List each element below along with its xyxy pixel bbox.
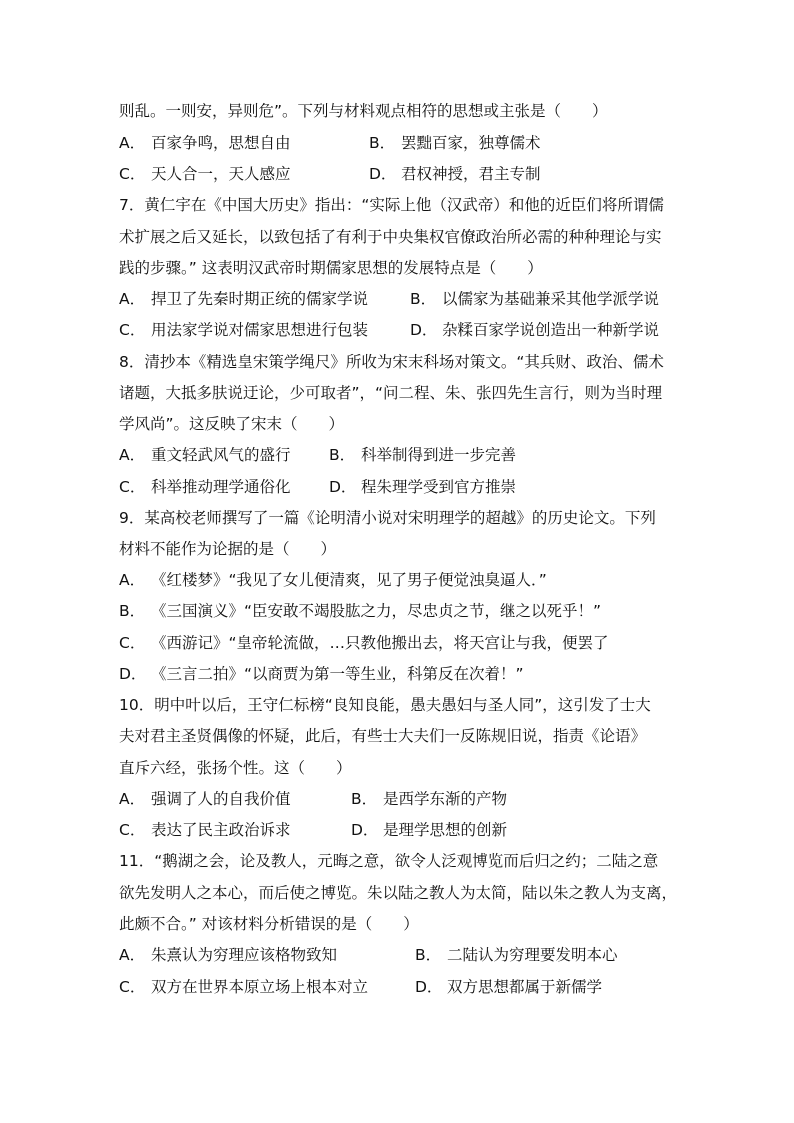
q10-option-b: B． 是西学东渐的产物: [351, 790, 508, 808]
q8-option-a: A． 重文轻武风气的盛行: [119, 446, 291, 464]
q6-option-c: C． 天人合一，天人感应: [119, 165, 291, 183]
q10-stem-line: 10．明中叶以后，王守仁标榜“良知良能，愚夫愚妇与圣人同”，这引发了士大: [119, 696, 651, 714]
q8-option-d: D． 程朱理学受到官方推崇: [329, 478, 517, 496]
q7-stem-line: 7．黄仁宇在《中国大历史》指出：“实际上他（汉武帝）和他的近臣们将所谓儒: [119, 196, 664, 214]
q10-option-d: D． 是理学思想的创新: [351, 821, 508, 839]
q11-stem-line: 此颇不合。” 对该材料分析错误的是（ ）: [119, 915, 419, 933]
q7-stem-line: 践的步骤。” 这表明汉武帝时期儒家思想的发展特点是（ ）: [119, 259, 543, 277]
q9-option-d: D． 《三言二拍》“以商贾为第一等生业，科第反在次着！”: [119, 665, 524, 683]
q10-stem-line: 夫对君主圣贤偶像的怀疑，此后，有些士大夫们一反陈规旧说，指责《论语》: [119, 727, 647, 745]
q10-option-c: C． 表达了民主政治诉求: [119, 821, 291, 839]
q8-option-c: C． 科举推动理学通俗化: [119, 478, 291, 496]
q7-option-d: D． 杂糅百家学说创造出一种新学说: [410, 321, 660, 339]
q9-option-a: A． 《红楼梦》“我见了女儿便清爽，见了男子便觉浊臭逼人．”: [119, 571, 547, 589]
q11-option-b: B． 二陆认为穷理要发明本心: [415, 946, 618, 964]
q7-option-b: B． 以儒家为基础兼采其他学派学说: [410, 290, 660, 308]
q11-option-c: C． 双方在世界本原立场上根本对立: [119, 978, 369, 996]
q6-stem: 则乱。一则安，异则危”。下列与材料观点相符的思想或主张是（ ）: [119, 102, 608, 120]
q6-option-a: A． 百家争鸣，思想自由: [119, 134, 291, 152]
q8-stem-line: 诸题，大抵多肤说迂论，少可取者”，“问二程、朱、张四先生言行，则为当时理: [119, 384, 663, 402]
q8-stem-line: 8．清抄本《精选皇宋策学绳尺》所收为宋末科场对策文。“其兵财、政治、儒术: [119, 353, 664, 371]
q9-stem-line: 材料不能作为论据的是（ ）: [119, 540, 337, 558]
q8-option-b: B． 科举制得到进一步完善: [329, 446, 517, 464]
q11-stem-line: 11．“鹅湖之会，论及教人，元晦之意，欲令人泛观博览而后归之约；二陆之意: [119, 852, 659, 870]
q9-stem-line: 9．某高校老师撰写了一篇《论明清小说对宋明理学的超越》的历史论文。下列: [119, 509, 656, 527]
q7-option-c: C． 用法家学说对儒家思想进行包装: [119, 321, 369, 339]
q8-stem-line: 学风尚”。这反映了宋末（ ）: [119, 415, 345, 433]
q7-stem-line: 术扩展之后又延长，以致包括了有利于中央集权官僚政治所必需的种种理论与实: [119, 228, 662, 246]
q9-option-b: B． 《三国演义》“臣安敢不竭股肱之力，尽忠贞之节，继之以死乎！”: [119, 602, 602, 620]
q10-stem-line: 直斥六经，张扬个性。这（ ）: [119, 759, 352, 777]
q11-option-d: D． 双方思想都属于新儒学: [415, 978, 603, 996]
q6-option-b: B． 罢黜百家，独尊儒术: [369, 134, 541, 152]
q10-option-a: A． 强调了人的自我价值: [119, 790, 291, 808]
q11-option-a: A． 朱熹认为穷理应该格物致知: [119, 946, 338, 964]
q11-stem-line: 欲先发明人之本心，而后使之博览。朱以陆之教人为太简，陆以朱之教人为支离，: [119, 884, 678, 902]
q6-option-d: D． 君权神授，君主专制: [369, 165, 541, 183]
q7-option-a: A． 捍卫了先秦时期正统的儒家学说: [119, 290, 369, 308]
q9-option-c: C． 《西游记》“皇帝轮流做，…只教他搬出去，将天宫让与我，便罢了: [119, 634, 609, 652]
